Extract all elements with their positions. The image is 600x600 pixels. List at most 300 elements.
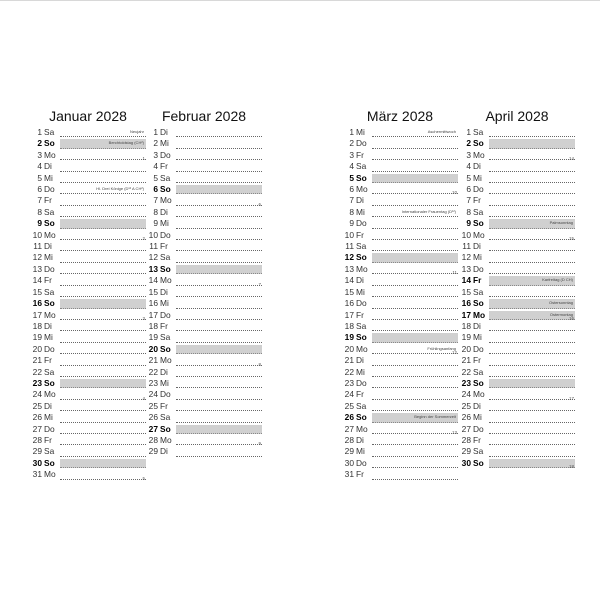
entry-slot[interactable] xyxy=(60,368,146,377)
entry-slot[interactable] xyxy=(60,311,146,320)
day-row xyxy=(342,207,458,218)
day-number: 7 xyxy=(153,195,158,206)
day-list xyxy=(146,127,262,458)
entry-slot[interactable] xyxy=(372,322,458,331)
day-number: 18 xyxy=(461,320,471,331)
week-number: 1 xyxy=(142,156,145,162)
day-row xyxy=(342,150,458,161)
day-row xyxy=(342,344,458,355)
day-row xyxy=(459,401,575,412)
day-row xyxy=(146,218,262,229)
day-row xyxy=(30,275,146,286)
day-number: 21 xyxy=(344,355,354,366)
weekday-label: Fr xyxy=(44,275,52,286)
entry-slot[interactable] xyxy=(60,174,146,183)
day-row xyxy=(146,435,262,446)
entry-slot[interactable] xyxy=(60,299,146,308)
weekday-label: Mo xyxy=(356,423,368,434)
weekday-label: Sa xyxy=(44,446,55,457)
day-number: 7 xyxy=(37,195,42,206)
day-number: 21 xyxy=(148,355,158,366)
day-row xyxy=(146,401,262,412)
entry-slot[interactable] xyxy=(176,379,262,388)
day-row xyxy=(30,195,146,206)
day-number: 23 xyxy=(344,377,354,388)
day-number: 25 xyxy=(461,400,471,411)
day-number: 13 xyxy=(32,263,42,274)
entry-slot[interactable] xyxy=(489,208,575,217)
entry-slot[interactable] xyxy=(176,368,262,377)
weekday-label: Sa xyxy=(473,127,484,137)
weekday-label: Do xyxy=(473,423,484,434)
weekday-label: Di xyxy=(44,161,52,172)
entry-slot[interactable] xyxy=(176,436,262,445)
entry-slot[interactable] xyxy=(372,185,458,194)
day-number: 24 xyxy=(32,389,42,400)
weekday-label: Mi xyxy=(356,286,365,297)
weekday-label: Mi xyxy=(356,446,365,457)
entry-slot[interactable] xyxy=(372,379,458,388)
weekday-label: Do xyxy=(160,229,171,240)
day-row xyxy=(459,321,575,332)
day-row xyxy=(30,310,146,321)
entry-slot[interactable] xyxy=(60,379,146,388)
day-number: 1 xyxy=(466,127,471,137)
day-row xyxy=(30,321,146,332)
weekday-label: Fr xyxy=(160,320,168,331)
week-number: 16 xyxy=(568,315,574,321)
day-row xyxy=(30,424,146,435)
weekday-label: Mo xyxy=(160,195,172,206)
entry-slot[interactable] xyxy=(489,322,575,331)
entry-slot[interactable] xyxy=(372,151,458,160)
weekday-label: Sa xyxy=(473,366,484,377)
weekday-label: So xyxy=(356,412,367,423)
day-row xyxy=(30,207,146,218)
entry-slot[interactable] xyxy=(489,128,575,137)
day-number: 4 xyxy=(466,161,471,172)
day-row xyxy=(342,252,458,263)
day-row xyxy=(146,378,262,389)
entry-slot[interactable] xyxy=(372,356,458,365)
day-number: 20 xyxy=(344,343,354,354)
entry-slot[interactable] xyxy=(60,231,146,240)
day-row xyxy=(459,264,575,275)
entry-slot[interactable] xyxy=(489,333,575,342)
entry-slot[interactable] xyxy=(176,151,262,160)
entry-slot[interactable] xyxy=(372,219,458,228)
entry-slot[interactable] xyxy=(372,242,458,251)
day-number: 6 xyxy=(153,184,158,195)
weekday-label: Di xyxy=(356,355,364,366)
month-march xyxy=(342,107,458,480)
weekday-label: Di xyxy=(160,127,168,137)
weekday-label: Fr xyxy=(44,434,52,445)
entry-slot[interactable] xyxy=(60,196,146,205)
holiday-note: Hl. Drei Könige (D¹² A CH²) xyxy=(96,186,144,192)
day-number: 21 xyxy=(32,355,42,366)
entry-slot[interactable] xyxy=(372,368,458,377)
day-number: 5 xyxy=(153,172,158,183)
weekday-label: Fr xyxy=(473,434,481,445)
entry-slot[interactable] xyxy=(60,151,146,160)
day-number: 22 xyxy=(461,366,471,377)
entry-slot[interactable] xyxy=(60,162,146,171)
day-number: 9 xyxy=(37,218,42,229)
entry-slot[interactable] xyxy=(176,265,262,274)
weekday-label: Sa xyxy=(473,446,484,457)
day-row xyxy=(30,138,146,149)
weekday-label: Mo xyxy=(44,389,56,400)
weekday-label: Fr xyxy=(356,309,364,320)
entry-slot[interactable] xyxy=(489,368,575,377)
entry-slot[interactable] xyxy=(176,402,262,411)
day-row xyxy=(146,264,262,275)
day-row xyxy=(459,150,575,161)
entry-slot[interactable] xyxy=(60,288,146,297)
day-row xyxy=(342,424,458,435)
entry-slot[interactable] xyxy=(489,162,575,171)
entry-slot[interactable] xyxy=(60,208,146,217)
weekday-label: Sa xyxy=(160,252,171,263)
day-row xyxy=(342,230,458,241)
day-number: 10 xyxy=(148,229,158,240)
day-number: 3 xyxy=(466,149,471,160)
entry-slot[interactable] xyxy=(176,128,262,137)
day-row xyxy=(146,241,262,252)
entry-slot[interactable] xyxy=(489,379,575,388)
day-number: 2 xyxy=(37,138,42,149)
weekday-label: Mo xyxy=(44,149,56,160)
day-number: 3 xyxy=(37,149,42,160)
day-number: 29 xyxy=(461,446,471,457)
entry-slot[interactable] xyxy=(489,356,575,365)
day-number: 6 xyxy=(349,184,354,195)
weekday-label: So xyxy=(44,377,55,388)
day-number: 27 xyxy=(148,423,158,434)
day-row xyxy=(30,367,146,378)
week-number: 10 xyxy=(451,190,457,196)
entry-slot[interactable] xyxy=(60,333,146,342)
entry-slot[interactable] xyxy=(176,242,262,251)
day-number: 25 xyxy=(344,400,354,411)
entry-slot[interactable] xyxy=(489,139,575,148)
entry-slot[interactable] xyxy=(60,345,146,354)
day-number: 5 xyxy=(466,172,471,183)
day-row xyxy=(342,241,458,252)
weekday-label: Mi xyxy=(473,412,482,423)
entry-slot[interactable] xyxy=(372,470,458,479)
day-number: 28 xyxy=(344,434,354,445)
entry-slot[interactable] xyxy=(489,196,575,205)
day-row xyxy=(146,150,262,161)
entry-slot[interactable] xyxy=(372,333,458,342)
day-row xyxy=(459,332,575,343)
entry-slot[interactable] xyxy=(176,413,262,422)
entry-slot[interactable] xyxy=(489,174,575,183)
entry-slot[interactable] xyxy=(489,425,575,434)
entry-slot[interactable] xyxy=(60,402,146,411)
day-list xyxy=(459,127,575,469)
entry-slot[interactable] xyxy=(489,402,575,411)
day-number: 14 xyxy=(344,275,354,286)
weekday-label: Di xyxy=(473,400,481,411)
entry-slot[interactable] xyxy=(176,276,262,285)
weekday-label: Di xyxy=(44,241,52,252)
entry-slot[interactable] xyxy=(176,288,262,297)
weekday-label: Sa xyxy=(44,286,55,297)
weekday-label: Do xyxy=(44,184,55,195)
day-row xyxy=(30,378,146,389)
entry-slot[interactable] xyxy=(176,425,262,434)
entry-slot[interactable] xyxy=(489,151,575,160)
entry-slot[interactable] xyxy=(372,265,458,274)
week-number: 17 xyxy=(568,395,574,401)
holiday-note: Aschermittwoch xyxy=(427,129,456,134)
day-row xyxy=(342,298,458,309)
day-row xyxy=(459,298,575,309)
entry-slot[interactable] xyxy=(489,253,575,262)
entry-slot[interactable] xyxy=(372,436,458,445)
week-number: 11 xyxy=(452,270,457,276)
entry-slot[interactable] xyxy=(489,345,575,354)
week-number: 5 xyxy=(142,475,145,481)
day-number: 15 xyxy=(344,286,354,297)
entry-slot[interactable] xyxy=(176,231,262,240)
weekday-label: So xyxy=(473,298,484,309)
weekday-label: Mi xyxy=(44,252,53,263)
weekday-label: Fr xyxy=(160,400,168,411)
weekday-label: Di xyxy=(473,161,481,172)
entry-slot[interactable] xyxy=(372,162,458,171)
day-row xyxy=(146,424,262,435)
day-number: 19 xyxy=(461,332,471,343)
day-number: 10 xyxy=(461,229,471,240)
day-row xyxy=(30,252,146,263)
entry-slot[interactable] xyxy=(60,390,146,399)
weekday-label: Do xyxy=(356,218,367,229)
weekday-label: Fr xyxy=(44,355,52,366)
weekday-label: So xyxy=(473,457,484,468)
entry-slot[interactable] xyxy=(176,185,262,194)
day-number: 24 xyxy=(461,389,471,400)
holiday-note: Ostermontag xyxy=(549,311,573,317)
entry-slot[interactable] xyxy=(60,322,146,331)
entry-slot[interactable] xyxy=(60,425,146,434)
entry-slot[interactable] xyxy=(372,402,458,411)
entry-slot[interactable] xyxy=(489,413,575,422)
entry-slot[interactable] xyxy=(489,390,575,399)
holiday-note: Beginn der Sommerzeit xyxy=(414,414,456,420)
day-number: 13 xyxy=(148,263,158,274)
entry-slot[interactable] xyxy=(372,288,458,297)
day-number: 3 xyxy=(153,149,158,160)
day-number: 22 xyxy=(148,366,158,377)
day-number: 20 xyxy=(461,343,471,354)
entry-slot[interactable] xyxy=(176,390,262,399)
day-number: 2 xyxy=(466,138,471,149)
day-number: 28 xyxy=(461,434,471,445)
entry-slot[interactable] xyxy=(176,174,262,183)
entry-slot[interactable] xyxy=(489,436,575,445)
day-list xyxy=(342,127,458,481)
weekday-label: Do xyxy=(160,389,171,400)
entry-slot[interactable] xyxy=(489,265,575,274)
day-row xyxy=(146,310,262,321)
day-row xyxy=(30,458,146,469)
entry-slot[interactable] xyxy=(176,333,262,342)
weekday-label: Mo xyxy=(356,184,368,195)
week-number: 2 xyxy=(142,236,145,242)
entry-slot[interactable] xyxy=(372,253,458,262)
entry-slot[interactable] xyxy=(176,162,262,171)
entry-slot[interactable] xyxy=(372,174,458,183)
entry-slot[interactable] xyxy=(60,459,146,468)
weekday-label: Di xyxy=(356,195,364,206)
entry-slot[interactable] xyxy=(176,253,262,262)
entry-slot[interactable] xyxy=(176,356,262,365)
day-row xyxy=(30,332,146,343)
day-number: 7 xyxy=(349,195,354,206)
entry-slot[interactable] xyxy=(60,219,146,228)
entry-slot[interactable] xyxy=(176,447,262,456)
weekday-label: Do xyxy=(473,263,484,274)
entry-slot[interactable] xyxy=(60,265,146,274)
day-number: 26 xyxy=(148,412,158,423)
entry-slot[interactable] xyxy=(372,139,458,148)
day-number: 8 xyxy=(153,206,158,217)
day-row xyxy=(342,195,458,206)
entry-slot[interactable] xyxy=(176,139,262,148)
day-number: 22 xyxy=(32,366,42,377)
day-row xyxy=(459,173,575,184)
entry-slot[interactable] xyxy=(489,231,575,240)
day-row xyxy=(342,355,458,366)
month-title: März 2028 xyxy=(366,108,434,124)
entry-slot[interactable] xyxy=(372,231,458,240)
entry-slot[interactable] xyxy=(176,219,262,228)
entry-slot[interactable] xyxy=(372,311,458,320)
day-row xyxy=(342,469,458,480)
week-number: 14 xyxy=(568,156,574,162)
entry-slot[interactable] xyxy=(489,447,575,456)
day-number: 16 xyxy=(148,298,158,309)
entry-slot[interactable] xyxy=(60,436,146,445)
entry-slot[interactable] xyxy=(372,459,458,468)
day-row xyxy=(30,412,146,423)
entry-slot[interactable] xyxy=(60,276,146,285)
day-row xyxy=(342,138,458,149)
entry-slot[interactable] xyxy=(176,196,262,205)
day-number: 26 xyxy=(32,412,42,423)
entry-slot[interactable] xyxy=(372,196,458,205)
weekday-label: Do xyxy=(44,423,55,434)
entry-slot[interactable] xyxy=(176,322,262,331)
week-number: 18 xyxy=(568,464,574,470)
entry-slot[interactable] xyxy=(176,311,262,320)
entry-slot[interactable] xyxy=(489,459,575,468)
day-number: 11 xyxy=(462,241,471,252)
weekday-label: Di xyxy=(356,434,364,445)
weekday-label: Do xyxy=(356,298,367,309)
entry-slot[interactable] xyxy=(489,288,575,297)
day-row xyxy=(342,332,458,343)
day-row xyxy=(30,241,146,252)
entry-slot[interactable] xyxy=(176,208,262,217)
entry-slot[interactable] xyxy=(60,356,146,365)
entry-slot[interactable] xyxy=(489,185,575,194)
day-number: 15 xyxy=(148,286,158,297)
day-row xyxy=(30,218,146,229)
entry-slot[interactable] xyxy=(489,242,575,251)
entry-slot[interactable] xyxy=(176,345,262,354)
day-row xyxy=(459,310,575,321)
day-number: 27 xyxy=(461,423,471,434)
day-number: 3 xyxy=(349,149,354,160)
day-row xyxy=(342,378,458,389)
day-number: 16 xyxy=(344,298,354,309)
day-row xyxy=(146,127,262,138)
day-row xyxy=(342,310,458,321)
day-number: 25 xyxy=(148,400,158,411)
weekday-label: Sa xyxy=(473,206,484,217)
weekday-label: So xyxy=(160,184,171,195)
entry-slot[interactable] xyxy=(60,413,146,422)
day-row xyxy=(459,230,575,241)
day-row xyxy=(146,389,262,400)
weekday-label: Mi xyxy=(160,138,169,149)
day-number: 26 xyxy=(344,412,354,423)
day-row xyxy=(342,458,458,469)
day-number: 10 xyxy=(344,229,354,240)
day-row xyxy=(342,435,458,446)
day-number: 19 xyxy=(32,332,42,343)
entry-slot[interactable] xyxy=(60,253,146,262)
day-number: 27 xyxy=(344,423,354,434)
day-row xyxy=(342,161,458,172)
entry-slot[interactable] xyxy=(60,470,146,479)
entry-slot[interactable] xyxy=(176,299,262,308)
day-row xyxy=(30,127,146,138)
entry-slot[interactable] xyxy=(372,390,458,399)
weekday-label: Sa xyxy=(473,286,484,297)
entry-slot[interactable] xyxy=(372,425,458,434)
day-row xyxy=(146,161,262,172)
entry-slot[interactable] xyxy=(372,447,458,456)
day-row xyxy=(30,150,146,161)
entry-slot[interactable] xyxy=(372,276,458,285)
weekday-label: Do xyxy=(356,377,367,388)
day-number: 8 xyxy=(466,206,471,217)
day-number: 19 xyxy=(344,332,354,343)
weekday-label: So xyxy=(356,252,367,263)
day-number: 17 xyxy=(461,309,471,320)
weekday-label: Sa xyxy=(356,400,367,411)
entry-slot[interactable] xyxy=(60,242,146,251)
entry-slot[interactable] xyxy=(60,447,146,456)
day-number: 12 xyxy=(148,252,158,263)
weekday-label: Mi xyxy=(356,366,365,377)
weekday-label: Mi xyxy=(160,218,169,229)
day-row xyxy=(30,161,146,172)
week-number: 4 xyxy=(142,395,145,401)
day-number: 30 xyxy=(32,457,42,468)
day-number: 5 xyxy=(37,172,42,183)
holiday-note: Berchtoldstag (CH²) xyxy=(108,140,144,146)
entry-slot[interactable] xyxy=(372,299,458,308)
weekday-label: Mi xyxy=(473,252,482,263)
day-row xyxy=(459,252,575,263)
